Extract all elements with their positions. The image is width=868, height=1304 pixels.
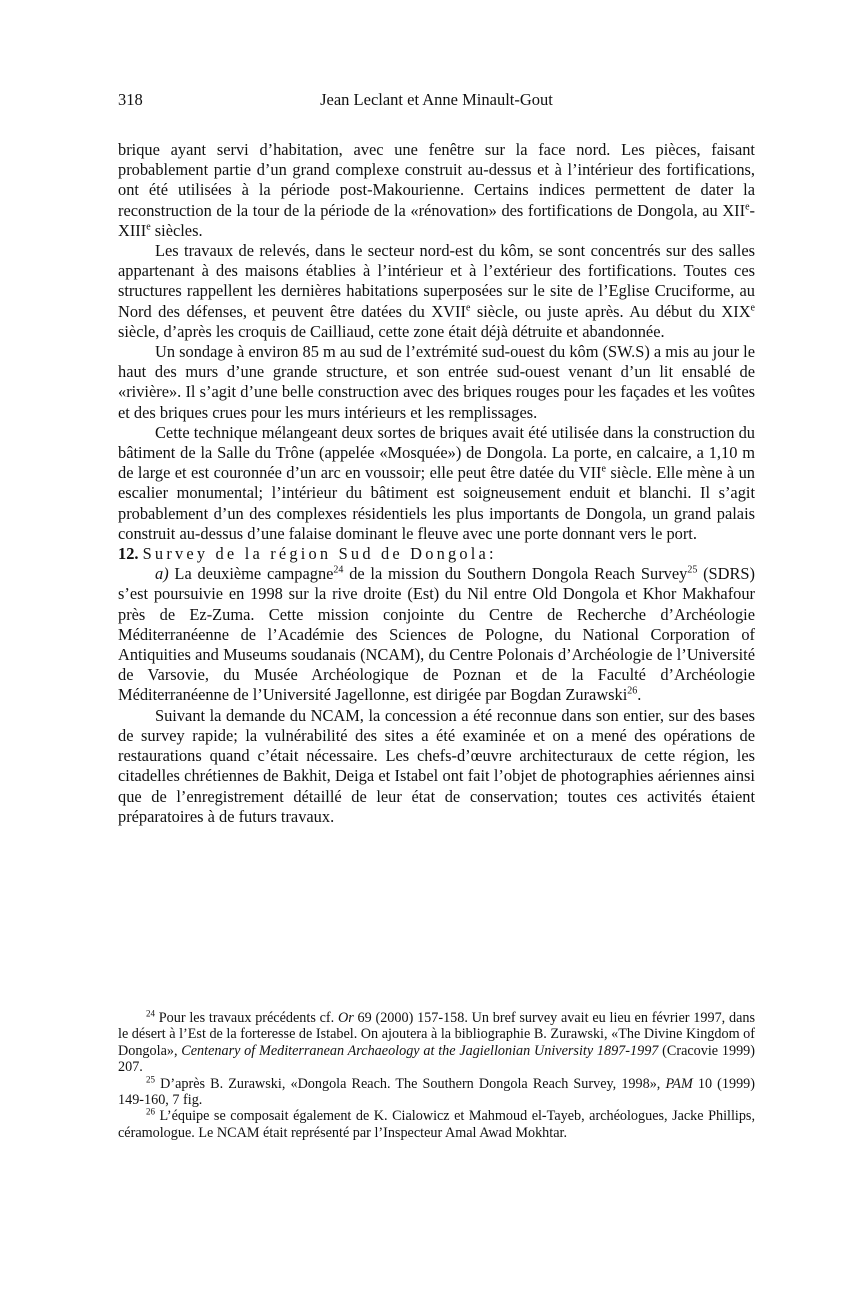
paragraph-2-text: Les travaux de relevés, dans le secteur nord-est du kôm, se sont concentrés sur des salles appartenant à des maisons établies à l’intérieur et à l’extérieur des fortifications. Toutes ces structures rappellent les dernières habitations superposées sur le site de l’Eglise Cruciforme, au Nord des défenses, et peuvent être datées du XVII (118, 241, 755, 321)
footnote-journal: Or (337, 1010, 354, 1026)
footnote-text: D’après B. Zurawski, «Dongola Reach. The Southern Dongola Reach Survey, 1998», (155, 1075, 666, 1092)
paragraph-5-text-1: La deuxième campagne (168, 564, 334, 584)
superscript: e (745, 201, 750, 213)
footnote-text: L’équipe se composait également de K. Cialowicz et Mahmoud el-Tayeb, archéologues, Jacke Phillips, céramologue. Le NCAM était représenté par l’Inspecteur Amal Awad Mokhtar. (118, 1108, 755, 1141)
footnote-text: 10 (1999) 149-160, 7 fig. (118, 1075, 755, 1109)
paragraph-6 (118, 706, 755, 827)
paragraph-1-text: brique ayant servi d’habitation, avec une fenêtre sur la face nord. Les pièces, faisant probablement partie d’un grand complexe construit au-dessus et à l’intérieur des fortifications, ont été utilisées à la période post-Makourienne. Certains indices permettent de dater la reconstruction de la tour de la période de la «rénovation» des fortifications de Dongola, au XII (118, 140, 755, 220)
paragraph-3 (118, 342, 755, 423)
paragraph-4-text: Cette technique mélangeant deux sortes de briques avait été utilisée dans la construction du bâtiment de la Salle du Trône (appelée «Mosquée») de Dongola. La porte, en calcaire, a 1,10 m de large et est couronnée d’un arc en voussoir; elle peut être datée du VII (118, 422, 755, 483)
paragraph-4 (118, 423, 755, 544)
footnote-mark: 26 (146, 1106, 155, 1117)
paragraph-2 (118, 241, 755, 342)
paragraph-5 (118, 564, 755, 705)
superscript: e (750, 302, 755, 314)
body-text (118, 140, 755, 827)
footnotes (118, 1010, 755, 1141)
paragraph-5-text-3: (SDRS) s’est poursuivie en 1998 sur la rive droite (Est) du Nil entre Old Dongola et Khor Makhafour près de Ez-Zuma. Cette mission conjointe du Centre de Recherche d’Archéologie Méditerranéenne de l’Académie des Sciences de Pologne, du National Corporation of Antiquities and Museums soudanais (NCAM), du Centre Polonais d’Archéologie de l’Université de Varsovie, du Musée Archéologique de Poznan et de la Faculté d’Archéologie Méditerranéenne de l’Université Jagellonne, est dirigée par Bogdan Zurawski (118, 564, 756, 705)
footnote-journal: PAM (665, 1075, 693, 1092)
sub-label: a) (155, 564, 169, 584)
page (118, 88, 755, 827)
footnote-24 (118, 1010, 755, 1076)
section-number: 12. (118, 544, 139, 564)
footnote-ref-25[interactable]: 25 (687, 564, 698, 576)
footnote-25 (118, 1073, 755, 1109)
page-number: 318 (118, 90, 143, 109)
paragraph-1-text-end: siècles. (150, 220, 203, 240)
paragraph-4-text-end: siècle. Elle mène à un escalier monumental; l’intérieur du bâtiment est soigneusement enduit et blanchi. Il s’agit probablement d’un des complexes résidentiels les plus importants de Dongola, un grand palais construit au-dessus d’une falaise dominant le fleuve avec une porte donnant vers le port. (118, 463, 755, 543)
paragraph-2-text-mid: siècle, ou juste après. Au début du XIX (470, 301, 751, 321)
section-title: Survey de la région Sud de Dongola: (142, 544, 497, 564)
footnote-26 (118, 1108, 755, 1141)
superscript: e (601, 463, 606, 475)
footnote-mark: 25 (146, 1073, 155, 1084)
superscript: e (146, 221, 151, 233)
paragraph-3-text: Un sondage à environ 85 m au sud de l’extrémité sud-ouest du kôm (SW.S) a mis au jour le haut des murs d’une grande structure, et son entrée sud-ouest venant d’un lit ensablé de «rivière». Il s’agit d’une belle construction avec des briques rouges pour les façades et les voûtes et des briques crues pour les murs intérieurs et les remplissages. (118, 342, 755, 422)
section-heading (118, 544, 755, 564)
paragraph-1-text-mid: -XIII (118, 200, 755, 240)
paragraph-2-text-end: siècle, d’après les croquis de Cailliaud, cette zone était déjà détruite et abandonnée. (118, 321, 665, 341)
paragraph-1 (118, 140, 755, 241)
running-title: Jean Leclant et Anne Minault-Gout (320, 90, 553, 109)
footnote-ref-24[interactable]: 24 (333, 564, 344, 576)
footnote-mark: 24 (146, 1008, 155, 1019)
footnote-text: 69 (2000) 157-158. Un bref survey avait eu lieu en février 1997, dans le désert à l’Est de la forteresse de Istabel. On ajoutera à la bibliographie B. Zurawski, «The Divine Kingdom of Dongola», (118, 1010, 755, 1059)
footnote-book-title: Centenary of Mediterranean Archaeology at the Jagiellonian University 1897-1997 (181, 1042, 659, 1059)
running-head (118, 88, 755, 112)
paragraph-6-text: Suivant la demande du NCAM, la concession a été reconnue dans son entier, sur des bases de survey rapide; la vulnérabilité des sites a été examinée et on a mené des opérations de restaurations quand c’était nécessaire. Les chefs-d’œuvre architecturaux de cette région, les citadelles chrétiennes de Bakhit, Deiga et Istabel ont fait l’objet de photographies aériennes ainsi que de l’enregistrement détaillé de leur état de conservation; toutes ces activités étaient préparatoires à de futurs travaux. (118, 705, 755, 826)
footnote-text: (Cracovie 1999) 207. (118, 1042, 755, 1076)
paragraph-5-text-4: . (637, 685, 642, 705)
footnote-ref-26[interactable]: 26 (627, 686, 638, 698)
footnote-text: Pour les travaux précédents cf. (155, 1010, 338, 1026)
superscript: e (465, 302, 471, 314)
paragraph-5-text-2: de la mission du Southern Dongola Reach Survey (343, 564, 688, 584)
